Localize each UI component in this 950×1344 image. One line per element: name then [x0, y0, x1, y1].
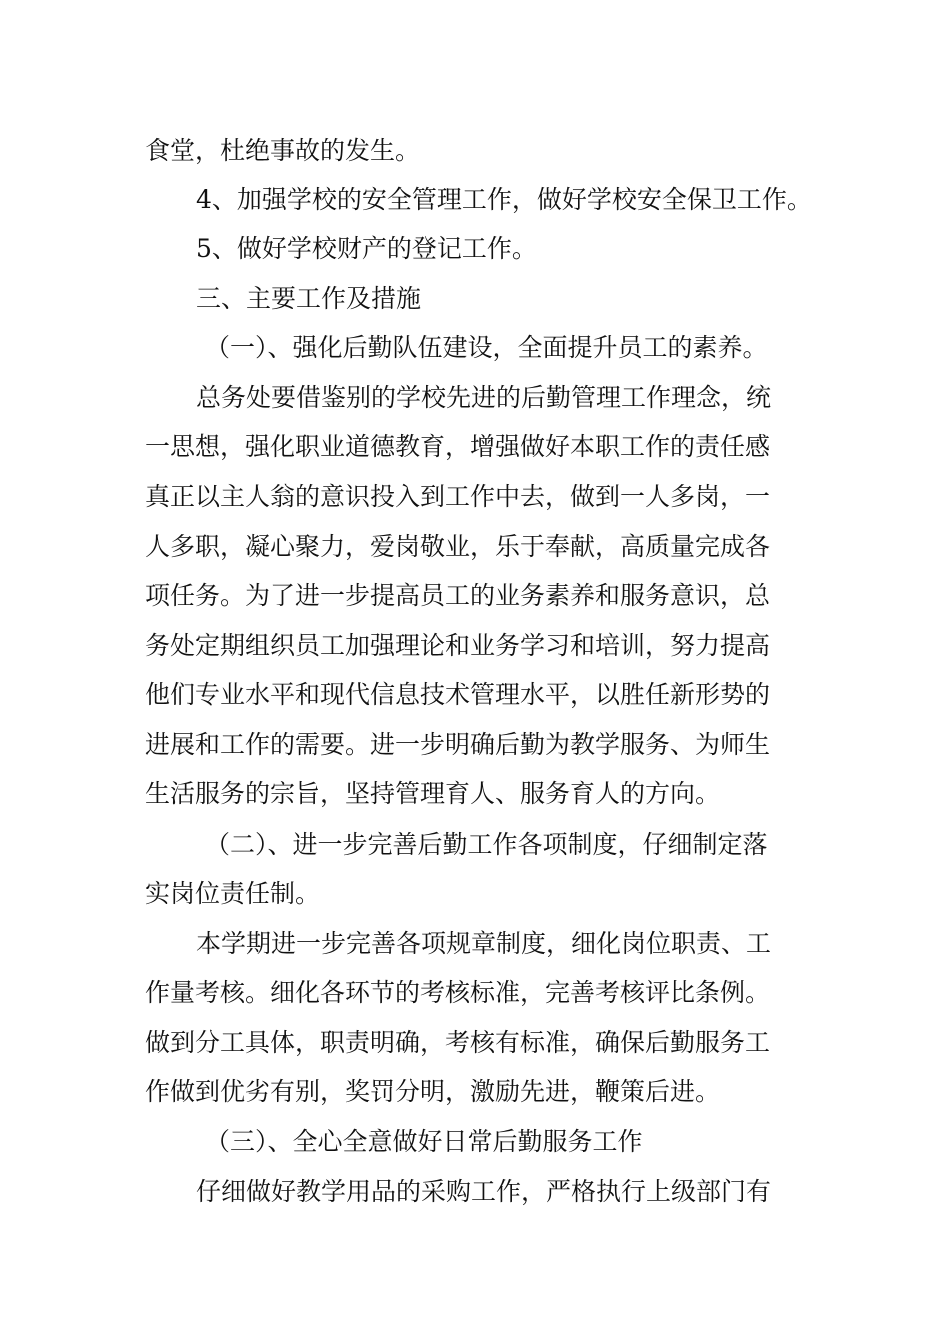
text-line-20: 作做到优劣有别，奖罚分明，激励先进，鞭策后进。	[145, 1077, 721, 1106]
text-line-8: 真正以主人翁的意识投入到工作中去，做到一人多岗，一	[145, 482, 771, 511]
text-line-6: 总务处要借鉴别的学校先进的后勤管理工作理念，统	[196, 383, 772, 412]
text-line-10: 项任务。为了进一步提高员工的业务素养和服务意识，总	[145, 581, 771, 610]
text-line-16: 实岗位责任制。	[145, 879, 321, 908]
text-line-22: 仔细做好教学用品的采购工作，严格执行上级部门有	[196, 1177, 772, 1206]
text-line-17: 本学期进一步完善各项规章制度，细化岗位职责、工	[196, 929, 772, 958]
text-line-13: 进展和工作的需要。进一步明确后勤为教学服务、为师生	[145, 730, 771, 759]
text-line-9: 人多职，凝心聚力，爱岗敬业，乐于奉献，高质量完成各	[145, 532, 771, 561]
subheading-1: （一）、强化后勤队伍建设，全面提升员工的素养。	[205, 333, 768, 362]
text-line-7: 一思想，强化职业道德教育，增强做好本职工作的责任感	[145, 432, 771, 461]
text-line-14: 生活服务的宗旨，坚持管理育人、服务育人的方向。	[145, 779, 721, 808]
subheading-3: （三）、全心全意做好日常后勤服务工作	[205, 1127, 643, 1156]
text-line-3: 5、做好学校财产的登记工作。	[196, 234, 537, 263]
text-line-19: 做到分工具体，职责明确，考核有标准，确保后勤服务工	[145, 1028, 771, 1057]
text-line-11: 务处定期组织员工加强理论和业务学习和培训，努力提高	[145, 631, 771, 660]
section-heading-3: 三、主要工作及措施	[196, 284, 422, 313]
text-line-2: 4、加强学校的安全管理工作，做好学校安全保卫工作。	[196, 185, 812, 214]
text-line-12: 他们专业水平和现代信息技术管理水平，以胜任新形势的	[145, 680, 771, 709]
text-line-1: 食堂，杜绝事故的发生。	[145, 136, 421, 165]
text-line-18: 作量考核。细化各环节的考核标准，完善考核评比条例。	[145, 978, 771, 1007]
subheading-2: （二）、进一步完善后勤工作各项制度，仔细制定落	[205, 830, 768, 859]
